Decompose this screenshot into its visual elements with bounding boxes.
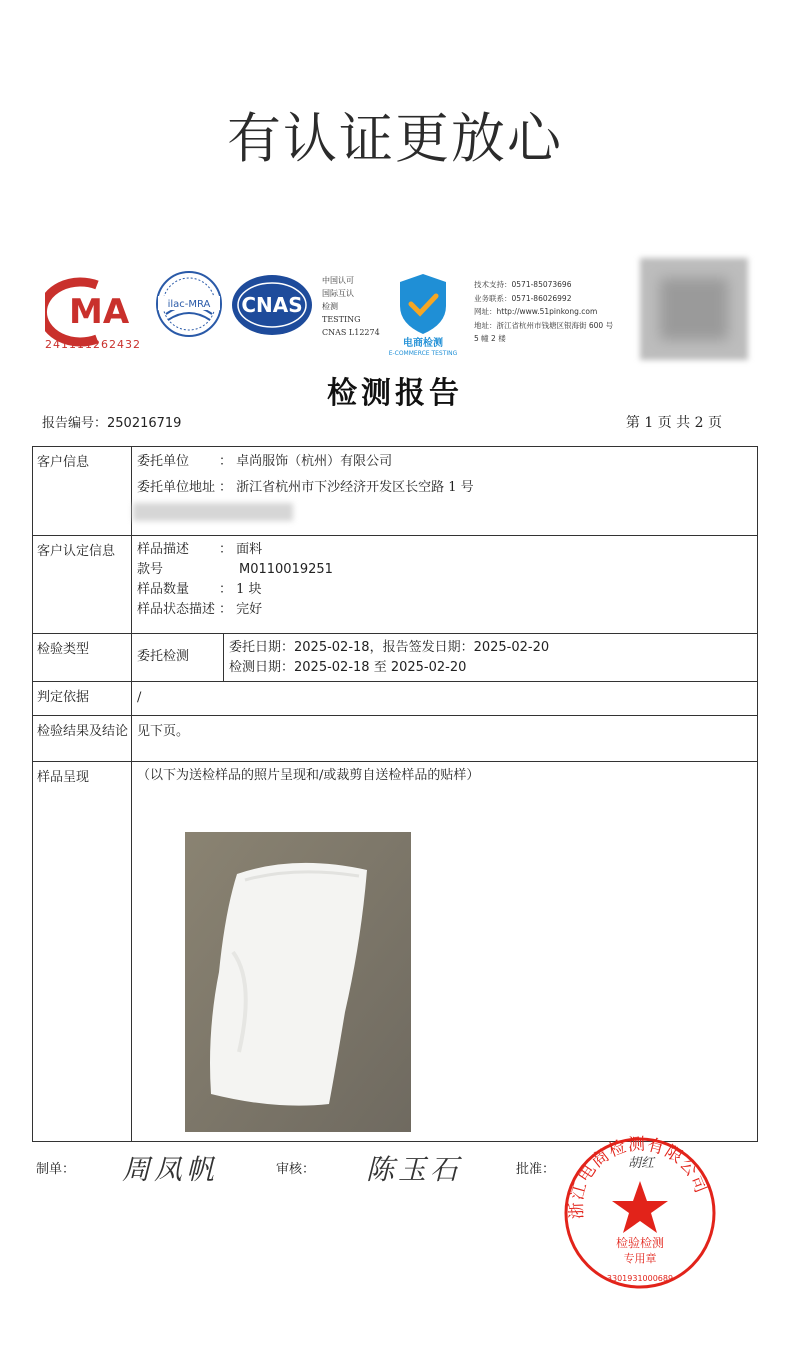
maker-label: 制单： xyxy=(36,1162,76,1177)
seal-arc-text: 浙江电商检测有限公司 xyxy=(566,1135,712,1220)
client-unit-value: ： 卓尚服饰（杭州）有限公司 xyxy=(219,454,393,469)
ecommerce-en: E-COMMERCE TESTING xyxy=(388,350,458,357)
sample-state-key: 样品状态描述 xyxy=(137,602,216,617)
cnas-logo xyxy=(230,272,314,338)
report-number-value: 250216719 xyxy=(107,416,182,431)
client-unit-key: 委托单位 xyxy=(137,454,190,469)
commission-dates: 委托日期：2025-02-18，报告签发日期：2025-02-20 xyxy=(229,640,550,655)
ilac-mra-logo xyxy=(154,268,224,340)
ecommerce-cn: 电商检测 xyxy=(403,338,443,349)
inspection-type-label: 检验类型 xyxy=(37,642,90,657)
ilac-text: ilac-MRA xyxy=(167,299,211,310)
inspection-type-row xyxy=(33,633,757,681)
approver-signature: 胡红 xyxy=(628,1156,655,1171)
report-title: 检测报告 xyxy=(327,376,463,411)
maker-signature: 周凤帆 xyxy=(122,1153,219,1186)
company-seal xyxy=(562,1135,718,1291)
report-number xyxy=(42,412,181,431)
client-info-row xyxy=(33,447,757,535)
sample-model-key: 款号 xyxy=(137,562,164,577)
sample-state-value: ： 完好 xyxy=(219,602,263,617)
sample-model-value: M0110019251 xyxy=(239,562,333,577)
seal-code: 3301931000689 xyxy=(606,1274,674,1283)
conclusion-label: 检验结果及结论 xyxy=(37,724,129,739)
seal-center-line2: 专用章 xyxy=(623,1252,657,1265)
seal-center-line1: 检验检测 xyxy=(615,1236,665,1250)
conclusion-value: 见下页。 xyxy=(137,724,190,739)
reviewer-signature: 陈玉石 xyxy=(366,1153,463,1186)
sample-info-label: 客户认定信息 xyxy=(37,544,116,559)
page-info: 第 1 页 共 2 页 xyxy=(625,415,722,431)
sample-qty-value: ： 1 块 xyxy=(219,582,262,597)
client-address-key: 委托单位地址 xyxy=(137,480,216,495)
inspection-type-value: 委托检测 xyxy=(137,649,190,664)
conclusion-row xyxy=(33,715,757,761)
headline: 有认证更放心 xyxy=(227,107,563,170)
cma-text: MA xyxy=(69,292,130,332)
testing-dates: 检测日期：2025-02-18 至 2025-02-20 xyxy=(229,660,467,675)
certification-logos xyxy=(40,258,750,358)
sample-desc-value: ： 面料 xyxy=(219,542,263,557)
redacted-line xyxy=(133,503,293,521)
cnas-text: CNAS xyxy=(241,293,303,317)
cma-code: 241111262432 xyxy=(45,338,141,351)
ecommerce-testing-logo xyxy=(380,268,466,358)
sample-info-row xyxy=(33,535,757,633)
report-number-label: 报告编号： xyxy=(42,416,108,431)
sample-qty-key: 样品数量 xyxy=(137,582,190,597)
sample-photo xyxy=(185,832,411,1132)
qr-code-blurred xyxy=(640,258,748,360)
contact-info: 技术支持：0571-85073696 业务联系：0571-86026992 网址：http://www.51pinkong.com 地址：浙江省杭州市钱塘区银海街 600 号 5 幢 2 楼 xyxy=(474,280,614,343)
presentation-note: （以下为送检样品的照片呈现和/或裁剪自送检样品的贴样） xyxy=(137,768,480,783)
client-address-value: ： 浙江省杭州市下沙经济开发区长空路 1 号 xyxy=(219,480,474,495)
cnas-caption: 中国认可 国际互认 检测 TESTING CNAS L12274 xyxy=(322,276,380,337)
approver-label: 批准： xyxy=(516,1162,556,1177)
basis-value: / xyxy=(137,690,142,705)
report-table xyxy=(32,446,758,1142)
sample-desc-key: 样品描述 xyxy=(137,542,190,557)
client-info-label: 客户信息 xyxy=(37,455,90,470)
presentation-label: 样品呈现 xyxy=(37,770,90,785)
basis-label: 判定依据 xyxy=(37,690,90,705)
basis-row xyxy=(33,681,757,715)
reviewer-label: 审核： xyxy=(276,1162,316,1177)
